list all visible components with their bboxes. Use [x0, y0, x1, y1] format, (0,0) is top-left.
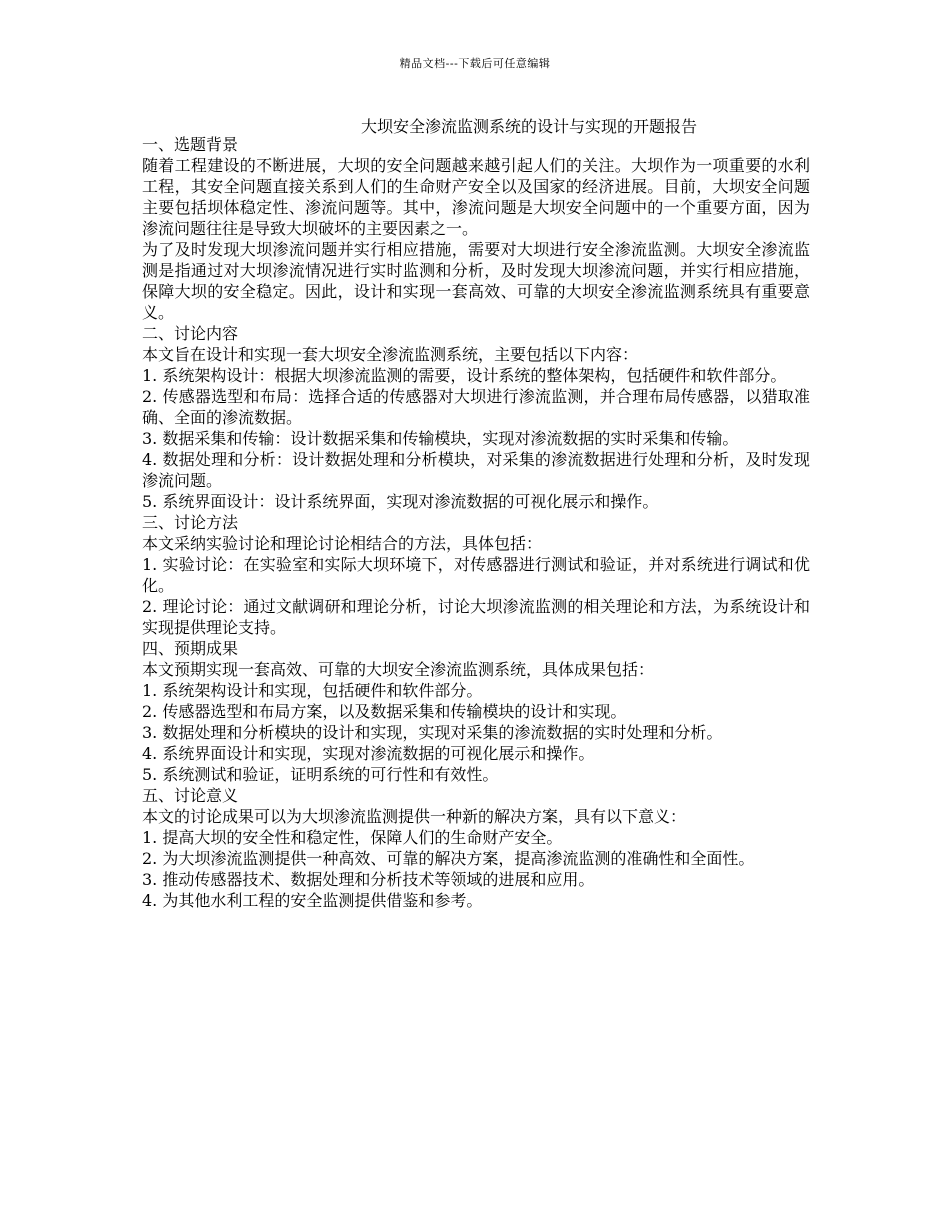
list-item: 4. 数据处理和分析：设计数据处理和分析模块，对采集的渗流数据进行处理和分析，及时发现渗流问题。: [142, 450, 810, 490]
paragraph: 本文预期实现一套高效、可靠的大坝安全渗流监测系统，具体成果包括：: [142, 660, 655, 679]
list-item: 5. 系统界面设计：设计系统界面，实现对渗流数据的可视化展示和操作。: [142, 492, 659, 511]
section-heading: 五、讨论意义: [142, 786, 239, 805]
list-item: 5. 系统测试和验证，证明系统的可行性和有效性。: [142, 765, 499, 784]
page-header-note: 精品文档---下载后可任意编辑: [399, 57, 551, 70]
list-item: 2. 为大坝渗流监测提供一种高效、可靠的解决方案，提高渗流监测的准确性和全面性。: [142, 849, 755, 868]
document-title: 大坝安全渗流监测系统的设计与实现的开题报告: [361, 117, 698, 136]
list-item: 1. 实验讨论：在实验室和实际大坝环境下，对传感器进行测试和验证，并对系统进行调试和优化。: [142, 555, 810, 595]
section-heading: 四、预期成果: [142, 639, 239, 658]
paragraph: 本文旨在设计和实现一套大坝安全渗流监测系统，主要包括以下内容：: [142, 345, 639, 364]
section-heading: 三、讨论方法: [142, 513, 239, 532]
paragraph: 本文的讨论成果可以为大坝渗流监测提供一种新的解决方案，具有以下意义：: [142, 807, 687, 826]
list-item: 4. 系统界面设计和实现，实现对渗流数据的可视化展示和操作。: [142, 744, 595, 763]
list-item: 1. 系统架构设计和实现，包括硬件和软件部分。: [142, 681, 483, 700]
document-body: [142, 134, 810, 911]
section-heading: 一、选题背景: [142, 135, 239, 154]
list-item: 2. 传感器选型和布局：选择合适的传感器对大坝进行渗流监测，并合理布局传感器，以猎取准确、全面的渗流数据。: [142, 387, 810, 427]
list-item: 3. 数据采集和传输：设计数据采集和传输模块，实现对渗流数据的实时采集和传输。: [142, 429, 739, 448]
paragraph: 随着工程建设的不断进展，大坝的安全问题越来越引起人们的关注。大坝作为一项重要的水利工程，其安全问题直接关系到人们的生命财产安全以及国家的经济进展。目前，大坝安全问题主要包括坝体稳定性、渗流问题等。其中，渗流问题是大坝安全问题中的一个重要方面，因为渗流问题往往是导致大坝破坏的主要因素之一。: [142, 156, 810, 238]
list-item: 3. 推动传感器技术、数据处理和分析技术等领域的进展和应用。: [142, 870, 595, 889]
paragraph: 为了及时发现大坝渗流问题并实行相应措施，需要对大坝进行安全渗流监测。大坝安全渗流监测是指通过对大坝渗流情况进行实时监测和分析，及时发现大坝渗流问题，并实行相应措施，保障大坝的安全稳定。因此，设计和实现一套高效、可靠的大坝安全渗流监测系统具有重要意义。: [142, 240, 810, 322]
list-item: 4. 为其他水利工程的安全监测提供借鉴和参考。: [142, 891, 483, 910]
paragraph: 本文采纳实验讨论和理论讨论相结合的方法，具体包括：: [142, 534, 543, 553]
list-item: 2. 理论讨论：通过文献调研和理论分析，讨论大坝渗流监测的相关理论和方法，为系统设计和实现提供理论支持。: [142, 597, 810, 637]
list-item: 1. 提高大坝的安全性和稳定性，保障人们的生命财产安全。: [142, 828, 563, 847]
list-item: 2. 传感器选型和布局方案，以及数据采集和传输模块的设计和实现。: [142, 702, 627, 721]
list-item: 1. 系统架构设计：根据大坝渗流监测的需要，设计系统的整体架构，包括硬件和软件部分。: [142, 366, 787, 385]
list-item: 3. 数据处理和分析模块的设计和实现，实现对采集的渗流数据的实时处理和分析。: [142, 723, 723, 742]
section-heading: 二、讨论内容: [142, 324, 239, 343]
